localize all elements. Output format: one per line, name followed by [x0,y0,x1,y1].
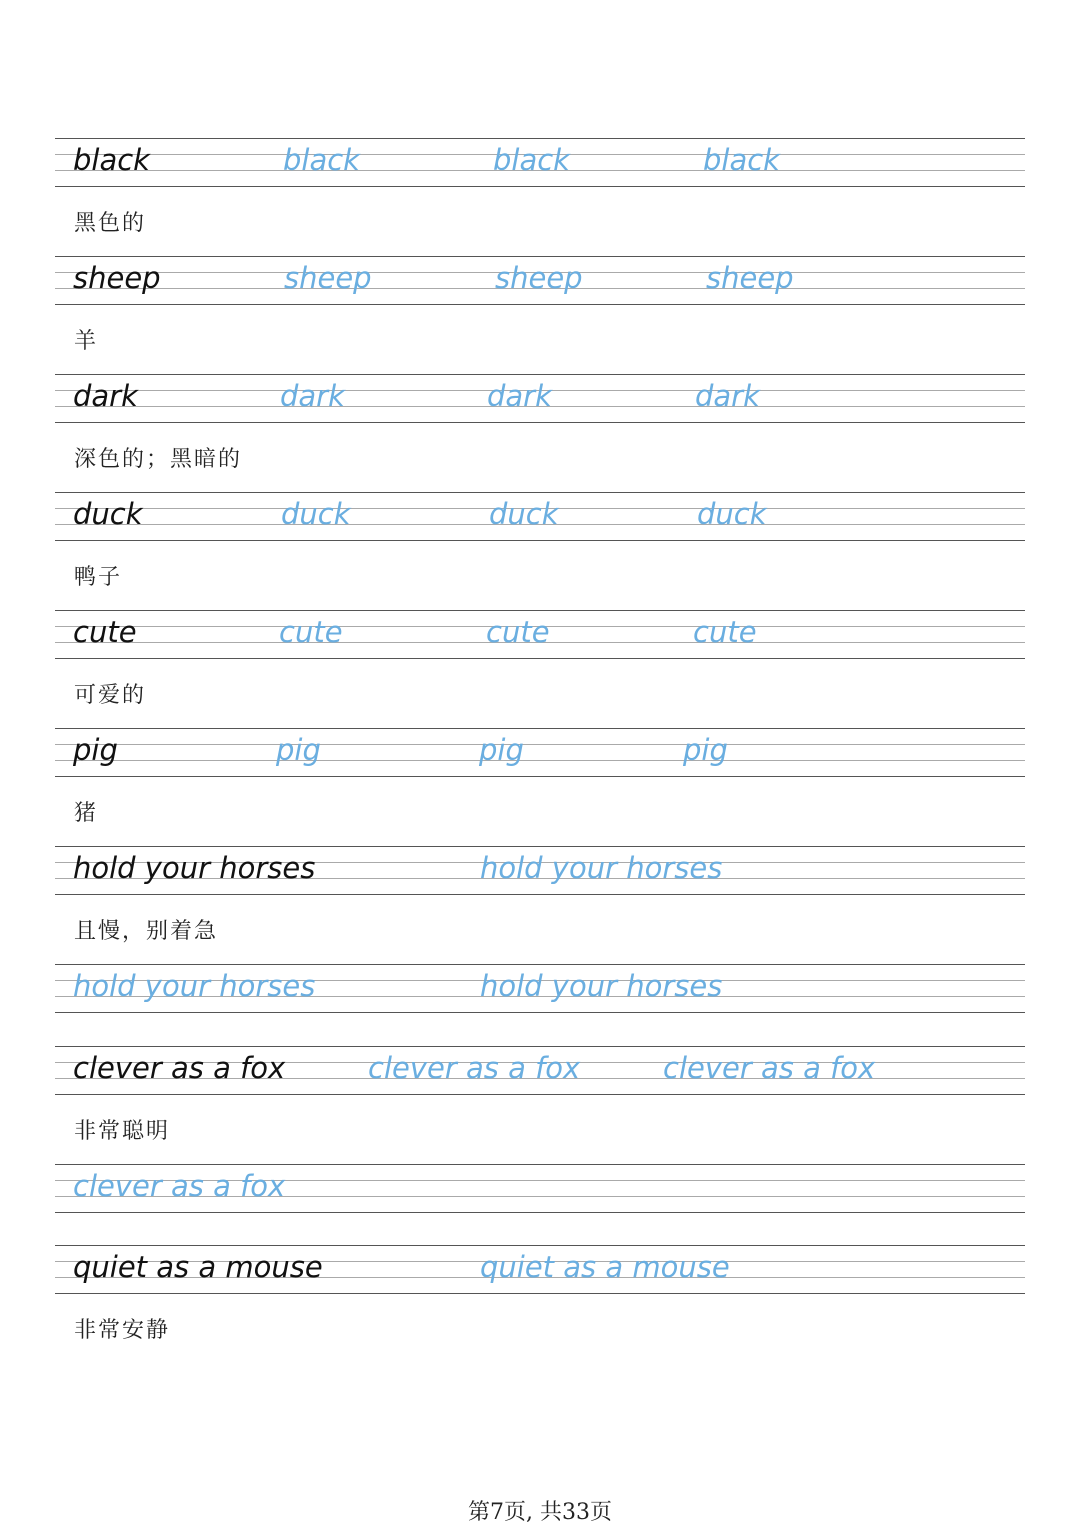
writing-row-sheep [55,256,1025,305]
chinese-gloss: 羊 [74,329,99,354]
trace-word: sheep [706,261,794,295]
chinese-gloss: 非常聪明 [74,1119,171,1144]
writing-row-hold-your-horses-trace [55,964,1025,1013]
chinese-gloss: 猪 [74,801,99,826]
trace-word: hold your horses [73,969,316,1003]
trace-word: hold your horses [480,969,723,1003]
writing-row-dark [55,374,1025,423]
model-word: hold your horses [73,851,316,885]
trace-word: sheep [284,261,372,295]
writing-row-clever-as-a-fox [55,1046,1025,1095]
chinese-gloss: 深色的；黑暗的 [74,447,243,472]
trace-word: black [493,143,570,177]
trace-word: dark [487,379,552,413]
model-word: duck [73,497,143,531]
trace-word: duck [281,497,351,531]
trace-word: quiet as a mouse [480,1250,730,1284]
trace-word: hold your horses [480,851,723,885]
writing-row-hold-your-horses [55,846,1025,895]
trace-word: cute [693,615,757,649]
model-word: pig [73,733,118,767]
trace-word: pig [683,733,728,767]
writing-row-quiet-as-a-mouse [55,1245,1025,1294]
trace-word: cute [486,615,550,649]
trace-word: dark [280,379,345,413]
writing-row-duck [55,492,1025,541]
trace-word: black [703,143,780,177]
model-word: cute [73,615,137,649]
trace-word: clever as a fox [73,1169,286,1203]
writing-row-cute [55,610,1025,659]
trace-word: duck [697,497,767,531]
page-number: 第7页, 共33页 [468,1500,612,1525]
trace-word: dark [695,379,760,413]
chinese-gloss: 且慢，别着急 [74,919,219,944]
trace-word: clever as a fox [663,1051,876,1085]
writing-row-black [55,138,1025,187]
chinese-gloss: 非常安静 [74,1318,171,1343]
chinese-gloss: 可爱的 [74,683,147,708]
chinese-gloss: 黑色的 [74,211,147,236]
trace-word: sheep [495,261,583,295]
writing-row-pig [55,728,1025,777]
trace-word: clever as a fox [368,1051,581,1085]
trace-word: pig [479,733,524,767]
trace-word: cute [279,615,343,649]
model-word: black [73,143,150,177]
writing-row-clever-as-a-fox-trace [55,1164,1025,1213]
model-word: dark [73,379,138,413]
model-word: clever as a fox [73,1051,286,1085]
trace-word: black [283,143,360,177]
trace-word: pig [276,733,321,767]
chinese-gloss: 鸭子 [74,565,123,590]
trace-word: duck [489,497,559,531]
model-word: sheep [73,261,161,295]
model-word: quiet as a mouse [73,1250,323,1284]
